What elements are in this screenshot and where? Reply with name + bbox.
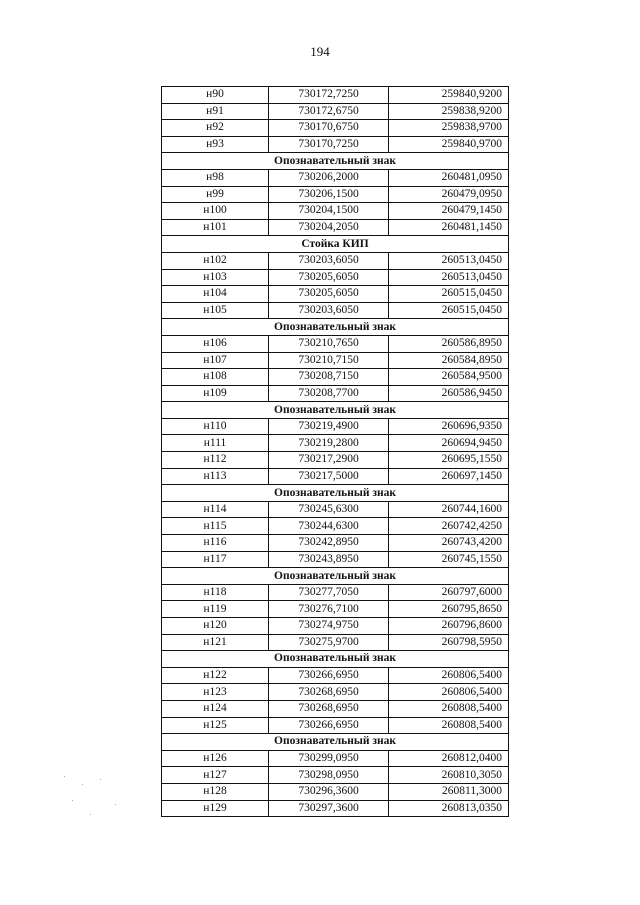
section-header-row xyxy=(162,402,509,419)
table-row xyxy=(162,518,509,535)
y-coordinate-cell: 260479,0950 xyxy=(389,186,509,203)
x-coordinate-cell: 730244,6300 xyxy=(269,518,389,535)
x-coordinate-cell: 730274,9750 xyxy=(269,618,389,635)
section-title: Стойка КИП xyxy=(162,236,509,253)
y-coordinate-cell: 260696,9350 xyxy=(389,418,509,435)
x-coordinate-cell: 730204,2050 xyxy=(269,219,389,236)
point-id-cell: н93 xyxy=(162,136,269,153)
section-title: Опознавательный знак xyxy=(162,568,509,585)
x-coordinate-cell: 730219,2800 xyxy=(269,435,389,452)
table-row xyxy=(162,717,509,734)
section-header-row xyxy=(162,485,509,502)
y-coordinate-cell: 260742,4250 xyxy=(389,518,509,535)
table-row xyxy=(162,385,509,402)
table-row xyxy=(162,136,509,153)
point-id-cell: н101 xyxy=(162,219,269,236)
x-coordinate-cell: 730170,6750 xyxy=(269,120,389,137)
point-id-cell: н115 xyxy=(162,518,269,535)
coordinates-table xyxy=(161,86,509,817)
point-id-cell: н106 xyxy=(162,335,269,352)
x-coordinate-cell: 730217,2900 xyxy=(269,452,389,469)
x-coordinate-cell: 730172,7250 xyxy=(269,87,389,104)
table-row xyxy=(162,418,509,435)
table-row xyxy=(162,369,509,386)
y-coordinate-cell: 259840,9700 xyxy=(389,136,509,153)
point-id-cell: н104 xyxy=(162,286,269,303)
point-id-cell: н127 xyxy=(162,767,269,784)
table-row xyxy=(162,252,509,269)
x-coordinate-cell: 730203,6050 xyxy=(269,302,389,319)
point-id-cell: н109 xyxy=(162,385,269,402)
table-row xyxy=(162,302,509,319)
x-coordinate-cell: 730266,6950 xyxy=(269,717,389,734)
y-coordinate-cell: 260796,8600 xyxy=(389,618,509,635)
x-coordinate-cell: 730266,6950 xyxy=(269,667,389,684)
point-id-cell: н117 xyxy=(162,551,269,568)
x-coordinate-cell: 730276,7100 xyxy=(269,601,389,618)
section-header-row xyxy=(162,236,509,253)
y-coordinate-cell: 259840,9200 xyxy=(389,87,509,104)
x-coordinate-cell: 730296,3600 xyxy=(269,783,389,800)
point-id-cell: н119 xyxy=(162,601,269,618)
x-coordinate-cell: 730217,5000 xyxy=(269,468,389,485)
section-header-row xyxy=(162,319,509,336)
y-coordinate-cell: 260586,9450 xyxy=(389,385,509,402)
table-row xyxy=(162,601,509,618)
y-coordinate-cell: 260745,1550 xyxy=(389,551,509,568)
table-row xyxy=(162,87,509,104)
table-row xyxy=(162,700,509,717)
table-row xyxy=(162,618,509,635)
point-id-cell: н129 xyxy=(162,800,269,817)
table-row xyxy=(162,501,509,518)
section-title: Опознавательный знак xyxy=(162,153,509,170)
y-coordinate-cell: 260513,0450 xyxy=(389,269,509,286)
y-coordinate-cell: 260808,5400 xyxy=(389,700,509,717)
point-id-cell: н90 xyxy=(162,87,269,104)
table-row xyxy=(162,783,509,800)
y-coordinate-cell: 260697,1450 xyxy=(389,468,509,485)
table-row xyxy=(162,584,509,601)
x-coordinate-cell: 730275,9700 xyxy=(269,634,389,651)
x-coordinate-cell: 730205,6050 xyxy=(269,269,389,286)
x-coordinate-cell: 730205,6050 xyxy=(269,286,389,303)
y-coordinate-cell: 259838,9700 xyxy=(389,120,509,137)
y-coordinate-cell: 260695,1550 xyxy=(389,452,509,469)
y-coordinate-cell: 260744,1600 xyxy=(389,501,509,518)
x-coordinate-cell: 730210,7150 xyxy=(269,352,389,369)
point-id-cell: н108 xyxy=(162,369,269,386)
table-row xyxy=(162,800,509,817)
point-id-cell: н98 xyxy=(162,169,269,186)
point-id-cell: н125 xyxy=(162,717,269,734)
table-row xyxy=(162,352,509,369)
point-id-cell: н103 xyxy=(162,269,269,286)
table-row xyxy=(162,435,509,452)
point-id-cell: н110 xyxy=(162,418,269,435)
x-coordinate-cell: 730204,1500 xyxy=(269,203,389,220)
section-title: Опознавательный знак xyxy=(162,651,509,668)
x-coordinate-cell: 730208,7700 xyxy=(269,385,389,402)
table-row xyxy=(162,468,509,485)
y-coordinate-cell: 260513,0450 xyxy=(389,252,509,269)
section-title: Опознавательный знак xyxy=(162,319,509,336)
x-coordinate-cell: 730268,6950 xyxy=(269,684,389,701)
section-title: Опознавательный знак xyxy=(162,402,509,419)
x-coordinate-cell: 730277,7050 xyxy=(269,584,389,601)
scan-artifact xyxy=(60,770,130,820)
x-coordinate-cell: 730242,8950 xyxy=(269,535,389,552)
point-id-cell: н128 xyxy=(162,783,269,800)
x-coordinate-cell: 730206,2000 xyxy=(269,169,389,186)
y-coordinate-cell: 260808,5400 xyxy=(389,717,509,734)
x-coordinate-cell: 730170,7250 xyxy=(269,136,389,153)
y-coordinate-cell: 260479,1450 xyxy=(389,203,509,220)
point-id-cell: н116 xyxy=(162,535,269,552)
x-coordinate-cell: 730268,6950 xyxy=(269,700,389,717)
y-coordinate-cell: 259838,9200 xyxy=(389,103,509,120)
x-coordinate-cell: 730243,8950 xyxy=(269,551,389,568)
section-header-row xyxy=(162,153,509,170)
coordinates-table-body xyxy=(162,87,509,817)
point-id-cell: н99 xyxy=(162,186,269,203)
y-coordinate-cell: 260795,8650 xyxy=(389,601,509,618)
table-row xyxy=(162,452,509,469)
point-id-cell: н112 xyxy=(162,452,269,469)
y-coordinate-cell: 260515,0450 xyxy=(389,302,509,319)
section-header-row xyxy=(162,651,509,668)
point-id-cell: н102 xyxy=(162,252,269,269)
point-id-cell: н118 xyxy=(162,584,269,601)
y-coordinate-cell: 260584,9500 xyxy=(389,369,509,386)
table-row xyxy=(162,667,509,684)
table-row xyxy=(162,551,509,568)
y-coordinate-cell: 260515,0450 xyxy=(389,286,509,303)
section-title: Опознавательный знак xyxy=(162,485,509,502)
point-id-cell: н121 xyxy=(162,634,269,651)
y-coordinate-cell: 260806,5400 xyxy=(389,667,509,684)
table-row xyxy=(162,103,509,120)
point-id-cell: н120 xyxy=(162,618,269,635)
x-coordinate-cell: 730245,6300 xyxy=(269,501,389,518)
table-row xyxy=(162,169,509,186)
x-coordinate-cell: 730297,3600 xyxy=(269,800,389,817)
point-id-cell: н107 xyxy=(162,352,269,369)
table-row xyxy=(162,335,509,352)
x-coordinate-cell: 730206,1500 xyxy=(269,186,389,203)
y-coordinate-cell: 260812,0400 xyxy=(389,750,509,767)
point-id-cell: н113 xyxy=(162,468,269,485)
y-coordinate-cell: 260797,6000 xyxy=(389,584,509,601)
point-id-cell: н92 xyxy=(162,120,269,137)
table-row xyxy=(162,684,509,701)
y-coordinate-cell: 260798,5950 xyxy=(389,634,509,651)
section-title: Опознавательный знак xyxy=(162,734,509,751)
point-id-cell: н122 xyxy=(162,667,269,684)
page-number: 194 xyxy=(310,44,330,59)
table-row xyxy=(162,120,509,137)
table-row xyxy=(162,219,509,236)
point-id-cell: н100 xyxy=(162,203,269,220)
y-coordinate-cell: 260813,0350 xyxy=(389,800,509,817)
y-coordinate-cell: 260810,3050 xyxy=(389,767,509,784)
point-id-cell: н114 xyxy=(162,501,269,518)
y-coordinate-cell: 260694,9450 xyxy=(389,435,509,452)
point-id-cell: н126 xyxy=(162,750,269,767)
y-coordinate-cell: 260811,3000 xyxy=(389,783,509,800)
table-row xyxy=(162,750,509,767)
section-header-row xyxy=(162,734,509,751)
y-coordinate-cell: 260481,0950 xyxy=(389,169,509,186)
y-coordinate-cell: 260584,8950 xyxy=(389,352,509,369)
y-coordinate-cell: 260586,8950 xyxy=(389,335,509,352)
x-coordinate-cell: 730203,6050 xyxy=(269,252,389,269)
point-id-cell: н105 xyxy=(162,302,269,319)
point-id-cell: н124 xyxy=(162,700,269,717)
y-coordinate-cell: 260743,4200 xyxy=(389,535,509,552)
point-id-cell: н111 xyxy=(162,435,269,452)
table-row xyxy=(162,186,509,203)
y-coordinate-cell: 260806,5400 xyxy=(389,684,509,701)
y-coordinate-cell: 260481,1450 xyxy=(389,219,509,236)
x-coordinate-cell: 730210,7650 xyxy=(269,335,389,352)
table-row xyxy=(162,767,509,784)
x-coordinate-cell: 730172,6750 xyxy=(269,103,389,120)
x-coordinate-cell: 730219,4900 xyxy=(269,418,389,435)
x-coordinate-cell: 730298,0950 xyxy=(269,767,389,784)
x-coordinate-cell: 730208,7150 xyxy=(269,369,389,386)
table-row xyxy=(162,286,509,303)
table-row xyxy=(162,535,509,552)
section-header-row xyxy=(162,568,509,585)
table-row xyxy=(162,634,509,651)
point-id-cell: н91 xyxy=(162,103,269,120)
table-row xyxy=(162,203,509,220)
point-id-cell: н123 xyxy=(162,684,269,701)
x-coordinate-cell: 730299,0950 xyxy=(269,750,389,767)
table-row xyxy=(162,269,509,286)
